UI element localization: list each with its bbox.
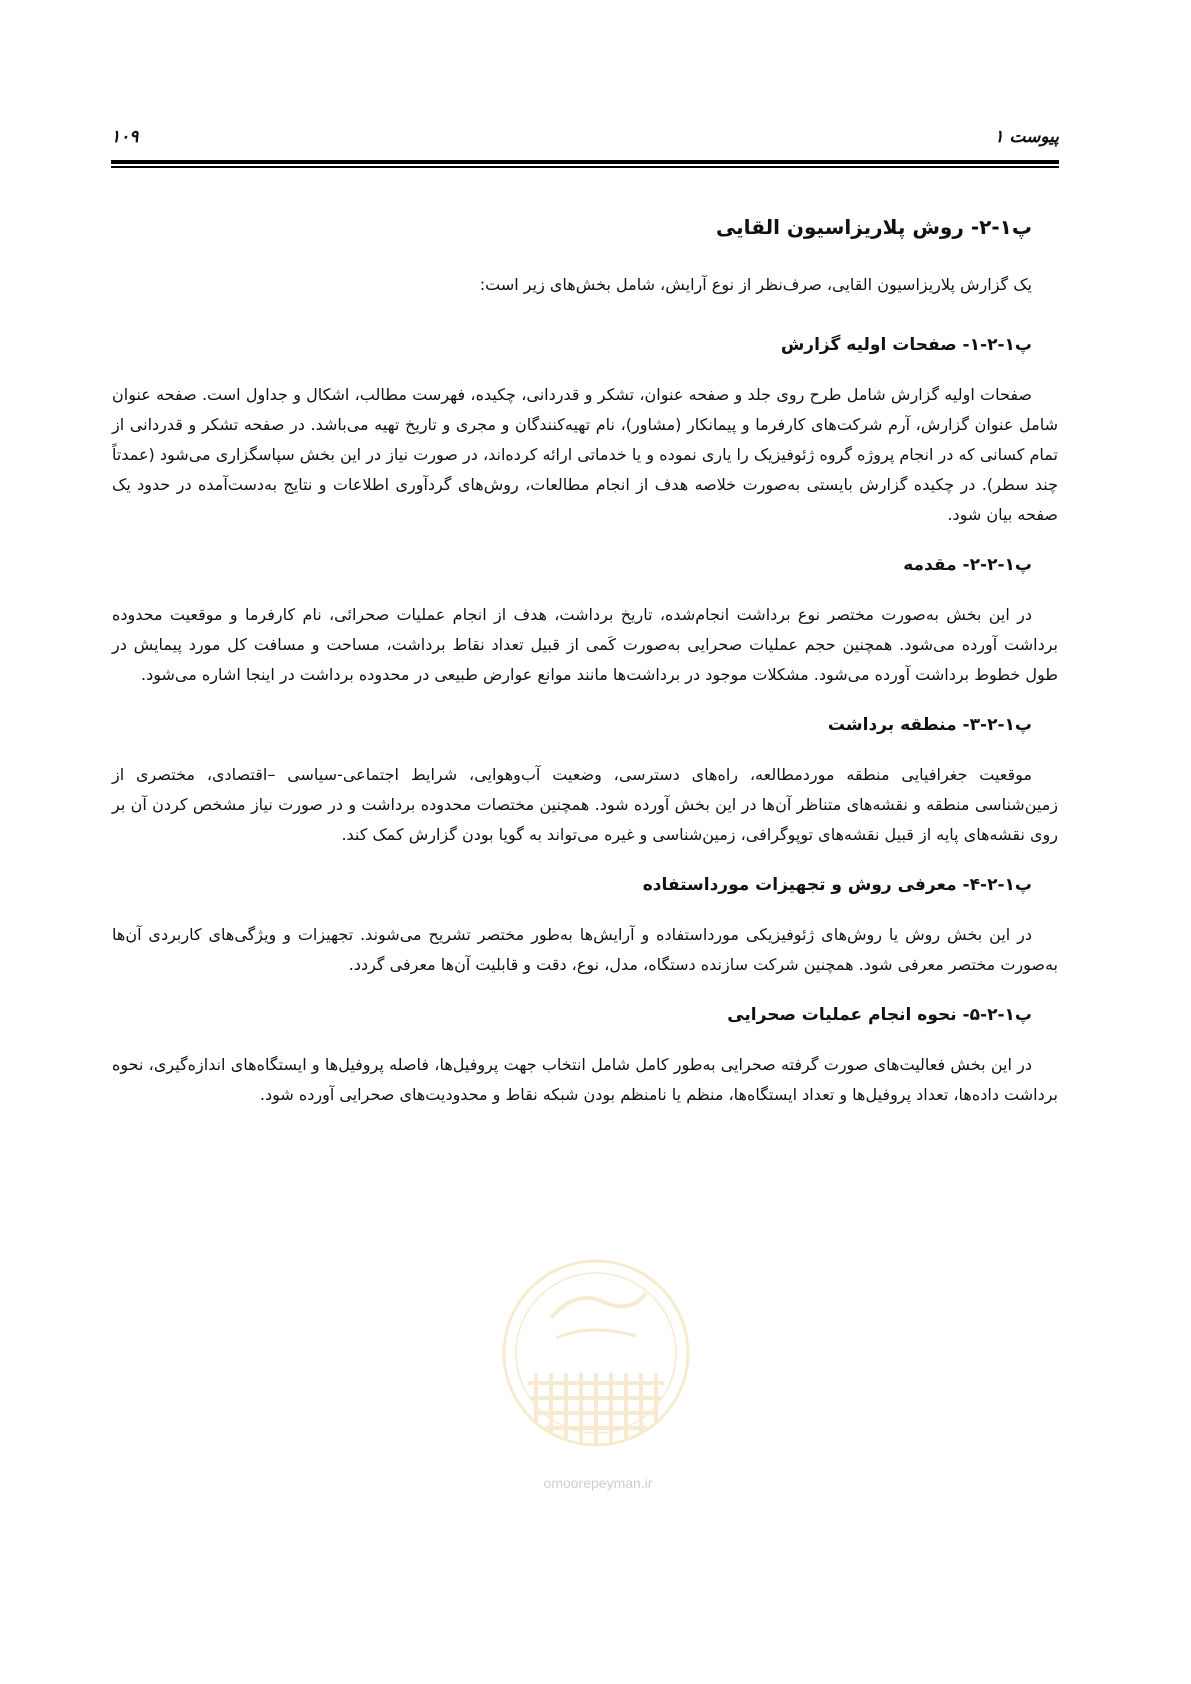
paragraph-field-operations: در این بخش فعالیت‌های صورت گرفته صحرایی به‌طور کامل شامل انتخاب جهت پروفیل‌ها، فاصله پروفیل‌ها و ایستگاه‌های اندازه‌گیری، نحوه برداشت داده‌ها، تعداد پروفیل‌ها و تعداد ایستگاه‌ها، منظم یا نامنظم بودن شبکه نقاط و محدودیت‌های صحرایی آورده شود. [112,1055,1058,1104]
subsection-heading-initial-pages: پ۱-۲-۱- صفحات اولیه گزارش [780,335,1032,355]
header-divider [111,160,1059,168]
document-body [112,212,1058,1130]
paragraph-methods-equipment: در این بخش روش یا روش‌های ژئوفیزیکی مورداستفاده و آرایش‌ها به‌طور مختصر تشریح می‌شوند. تجهیزات و ویژگی‌های کاربردی آن‌ها به‌صورت مختصر معرفی شود. همچنین شرکت سازنده دستگاه، مدل، نوع، دقت و قابلیت آن‌ها معرفی گردد. [112,925,1058,974]
watermark-logo-icon [496,1248,696,1473]
paragraph-initial-pages: صفحات اولیه گزارش شامل طرح روی جلد و صفحه عنوان، تشکر و قدردانی، چکیده، فهرست مطالب، اشکال و جداول است. صفحه عنوان شامل عنوان گزارش، آرم شرکت‌های کارفرما و پیمانکار (مشاور)، نام تهیه‌کنندگان و مجری و تاریخ تهیه می‌باشد. در صفحه تشکر و قدردانی از تمام کسانی که در انجام پروژه گروه ژئوفیزیک را یاری نموده و یا خدماتی ارائه کرده‌اند، در صورت نیاز در این بخش سپاسگزاری می‌شود (عمدتاً چند سطر). در چکیده گزارش بایستی به‌صورت خلاصه هدف از انجام مطالعات، روش‌های گردآوری اطلاعات و نتایج به‌دست‌آمده در حدود یک صفحه بیان شود. [112,385,1058,524]
paragraph-introduction: در این بخش به‌صورت مختصر نوع برداشت انجام‌شده، تاریخ برداشت، هدف از انجام عملیات صحرائی، نام کارفرما و موقعیت محدوده برداشت آورده می‌شود. همچنین حجم عملیات صحرایی به‌صورت کَمی از قبیل تعداد نقاط برداشت، مساحت و مسافت کل مورد پیمایش در طول خطوط برداشت آورده می‌شود. مشکلات موجود در برداشت‌ها مانند موانع عوارض طبیعی در محدوده برداشت در اینجا اشاره می‌شود. [112,605,1058,684]
page-number: ۱۰۹ [111,127,139,147]
subsection-heading-survey-area: پ۱-۲-۳- منطقه برداشت [827,715,1032,735]
subsection-heading-introduction: پ۱-۲-۲- مقدمه [903,555,1032,575]
subsection-heading-methods-equipment: پ۱-۲-۴- معرفی روش و تجهیزات مورداستفاده [642,875,1032,895]
watermark-url: omoorepeyman.ir [543,1475,653,1491]
subsection-heading-field-operations: پ۱-۲-۵- نحوه انجام عملیات صحرایی [727,1005,1032,1025]
page-header [111,127,1059,149]
appendix-label: پیوست ۱ [994,127,1059,147]
paragraph-survey-area: موقعیت جغرافیایی منطقه موردمطالعه، راه‌های دسترسی، وضعیت آب‌وهوایی، شرایط اجتماعی-سیاسی –اقتصادی، مختصری از زمین‌شناسی منطقه و نقشه‌های متناظر آن‌ها در این بخش آورده شود. همچنین مختصات محدوده برداشت و در صورت نیاز مشخص کردن آن بر روی نقشه‌های پایه از قبیل نقشه‌های توپوگرافی، زمین‌شناسی و غیره می‌تواند به گویا بودن گزارش کمک کند. [112,765,1058,844]
intro-paragraph: یک گزارش پلاریزاسیون القایی، صرف‌نظر از نوع آرایش، شامل بخش‌های زیر است: [479,275,1032,294]
section-title: پ۱-۲- روش پلاریزاسیون القایی [715,215,1032,239]
